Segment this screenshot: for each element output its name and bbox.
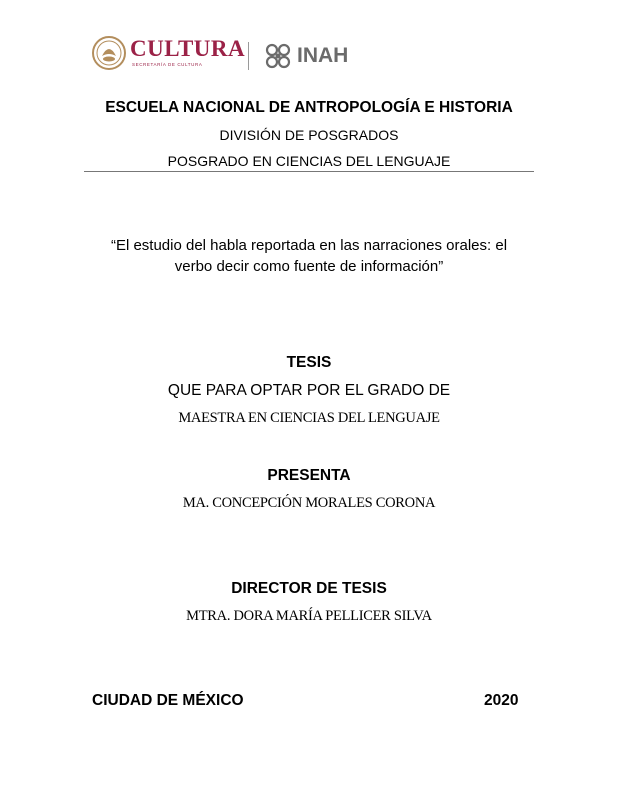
mexico-seal-icon — [92, 36, 126, 70]
header-rule — [84, 171, 534, 172]
cultura-subtitle: SECRETARÍA DE CULTURA — [132, 62, 203, 67]
logo-divider — [248, 42, 249, 70]
tesis-heading: TESIS — [286, 354, 332, 371]
school-name: ESCUELA NACIONAL DE ANTROPOLOGÍA E HISTORIA — [105, 99, 513, 116]
inah-logo — [262, 40, 362, 72]
inah-wordmark: INAH — [297, 44, 349, 67]
thesis-title — [60, 235, 558, 277]
thesis-title-line-2: verbo decir como fuente de información” — [174, 258, 444, 275]
year: 2020 — [484, 692, 519, 709]
program-name: POSGRADO EN CIENCIAS DEL LENGUAJE — [167, 153, 451, 169]
degree-line-2: MAESTRA EN CIENCIAS DEL LENGUAJE — [178, 410, 440, 426]
cultura-logo — [92, 36, 246, 72]
division-name: DIVISIÓN DE POSGRADOS — [219, 127, 399, 143]
city: CIUDAD DE MÉXICO — [92, 692, 244, 709]
cultura-wordmark: CULTURA — [130, 36, 246, 61]
presenta-heading: PRESENTA — [267, 467, 351, 484]
director-name: MTRA. DORA MARÍA PELLICER SILVA — [186, 608, 432, 624]
degree-line-1: QUE PARA OPTAR POR EL GRADO DE — [167, 382, 451, 399]
inah-emblem-icon — [262, 40, 294, 72]
director-heading: DIRECTOR DE TESIS — [231, 580, 387, 597]
thesis-title-line-1: “El estudio del habla reportada en las narraciones orales: el — [110, 237, 508, 254]
author-name: MA. CONCEPCIÓN MORALES CORONA — [182, 495, 436, 511]
